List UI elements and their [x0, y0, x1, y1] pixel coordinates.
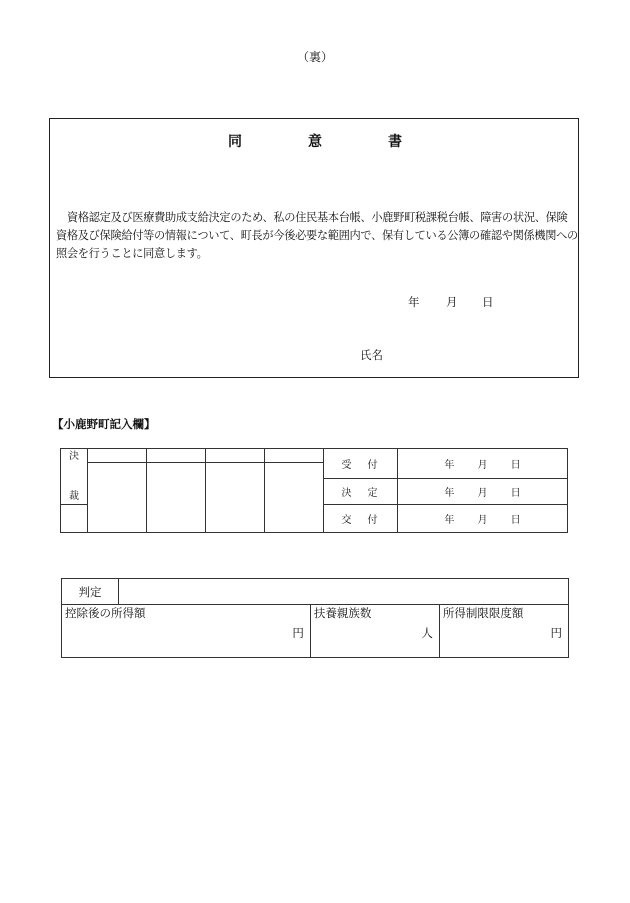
approval-table: [60, 448, 568, 533]
approval-label-2: 裁: [69, 490, 79, 502]
seal-header-cell: [88, 449, 147, 463]
approval-label-cell: [61, 449, 88, 505]
seal-header-cell: [206, 449, 265, 463]
page-side-label: （裏）: [296, 50, 333, 64]
name-label: 氏名: [360, 348, 383, 362]
approval-label-1: 決: [69, 450, 79, 462]
date-month-label: 月: [446, 295, 458, 309]
judgement-value-cell[interactable]: [119, 579, 569, 605]
seal-cell[interactable]: [147, 463, 206, 533]
judgement-table: [61, 578, 569, 658]
row-date-issued: 年 月 日: [398, 505, 568, 533]
income-limit-label: 所得制限限度額: [442, 606, 524, 620]
consent-body: 資格認定及び医療費助成支給決定のため、私の住民基本台帳、小鹿野町税課税台帳、障害の状況、保険資格及び保険給付等の情報について、町長が今後必要な範囲内で、保有している公簿の確認や関係機関への照会を行うことに同意します。: [56, 211, 578, 260]
date-day-label: 日: [482, 295, 494, 309]
consent-title: 同 意 書: [228, 134, 428, 150]
seal-cell[interactable]: [265, 463, 324, 533]
row-label-decided: 決定: [324, 479, 398, 505]
row-date-received: 年 月 日: [398, 449, 568, 479]
approval-label-cell-lower: [61, 505, 88, 533]
dependents-count-cell[interactable]: [310, 605, 439, 658]
seal-header-cell: [265, 449, 324, 463]
seal-header-cell: [147, 449, 206, 463]
consent-box: [49, 118, 579, 378]
yen-unit: 円: [292, 626, 304, 640]
income-limit-cell[interactable]: [439, 605, 568, 658]
row-date-decided: 年 月 日: [398, 479, 568, 505]
row-label-received: 受付: [324, 449, 398, 479]
person-unit: 人: [421, 626, 433, 640]
town-section-heading: 【小鹿野町記入欄】: [52, 417, 156, 431]
date-year-label: 年: [408, 295, 420, 309]
seal-cell[interactable]: [206, 463, 265, 533]
judgement-label: 判定: [62, 579, 119, 605]
yen-unit: 円: [550, 626, 562, 640]
row-label-issued: 交付: [324, 505, 398, 533]
dependents-count-label: 扶養親族数: [313, 606, 372, 620]
income-after-deduction-label: 控除後の所得額: [65, 606, 146, 620]
income-after-deduction-cell[interactable]: [62, 605, 311, 658]
seal-cell[interactable]: [88, 463, 147, 533]
